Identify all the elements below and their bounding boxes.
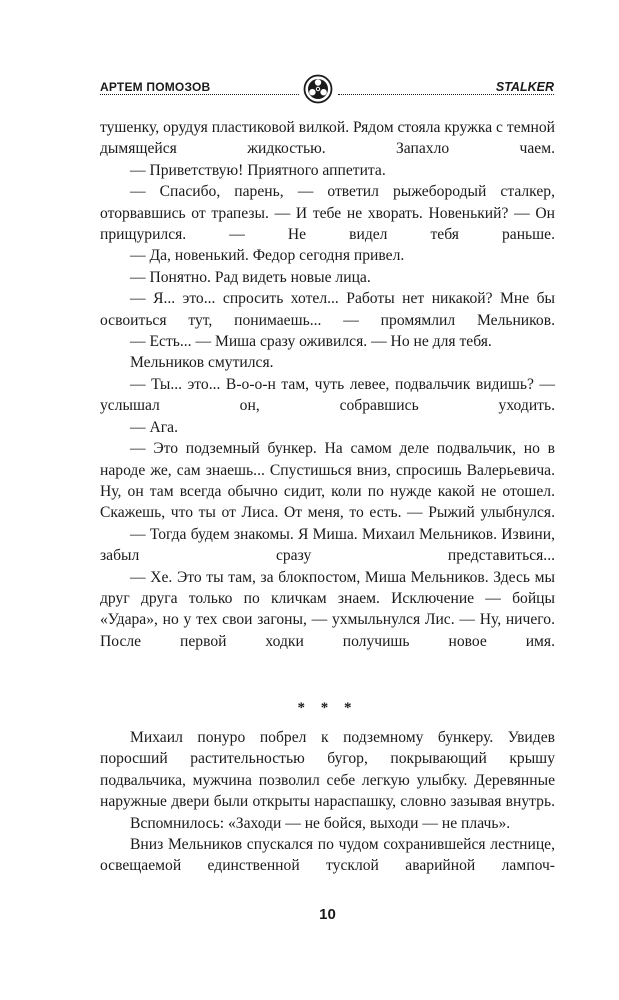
paragraph: Михаил понуро побрел к подземному бункеру. Увидев поросший растительностью бугор, покрывающий крышу подвальчика, мужчина позволил себе легкую улыбку. Деревянные наружные двери были открыты нараспашку, словно зазывая внутрь.: [100, 729, 555, 811]
paragraph: Вниз Мельников спускался по чудом сохранившейся лестнице, освещаемой единственной тусклой аварийной лампоч-: [100, 836, 555, 875]
header-author: АРТЕМ ПОМОЗОВ: [100, 80, 211, 94]
paragraph: — Да, новенький. Федор сегодня привел.: [130, 247, 405, 265]
page-number: 10: [319, 906, 336, 923]
paragraph: — Ты... это... В-о-о-н там, чуть левее, подвальчик видишь? — услышал он, собравшись уходить.: [100, 375, 555, 415]
paragraph: — Тогда будем знакомы. Я Миша. Михаил Мельников. Извини, забыл сразу представиться...: [100, 525, 555, 565]
body-text-section-2: [100, 727, 555, 877]
running-header: [100, 74, 554, 106]
section-separator: * * *: [297, 700, 358, 716]
header-dotted-rule-left: [100, 94, 299, 95]
paragraph: — Понятно. Рад видеть новые лица.: [130, 268, 371, 286]
body-text: [100, 117, 555, 652]
header-dotted-rule-right: [338, 94, 554, 95]
paragraph: — Я... это... спросить хотел... Работы нет никакой? Мне бы освоиться тут, понимаешь... — промямлил Мельников.: [100, 290, 555, 329]
paragraph: — Есть... — Миша сразу оживился. — Но не для тебя.: [130, 333, 492, 351]
paragraph: — Хе. Это ты там, за блокпостом, Миша Мельников. Здесь мы друг друга только по кличкам знаем. Исключение — бойцы «Удара», но у тех свои загоны, — ухмыльнулся Лис. — Ну, ничего. После первой ходки получишь новое имя.: [100, 568, 555, 650]
paragraph: — Спасибо, парень, — ответил рыжебородый сталкер, оторвавшись от трапезы. — И тебе не хворать. Новенький? — Он прищурился. — Не видел тебя раньше.: [100, 183, 555, 244]
paragraph: Вспомнилось: «Заходи — не бойся, выходи — не плачь».: [130, 814, 511, 832]
paragraph: — Это подземный бункер. На самом деле подвальчик, но в народе же, сам знаешь... Спустишься вниз, спросишь Валерьевича. Ну, он там всегда обычно сидит, коли по нужде какой не отошел. Скажешь, что ты от Лиса. От меня, то есть. — Рыжий улыбнулся.: [100, 440, 555, 522]
paragraph: Мельников смутился.: [130, 354, 274, 372]
radiation-trefoil-icon: [303, 74, 333, 104]
paragraph: тушенку, орудуя пластиковой вилкой. Рядом стояла кружка с темной дымящейся жидкостью. Запахло чаем.: [100, 119, 555, 158]
paragraph: — Ага.: [130, 418, 178, 436]
header-series: STALKER: [495, 80, 554, 94]
paragraph: — Приветствую! Приятного аппетита.: [130, 161, 386, 179]
